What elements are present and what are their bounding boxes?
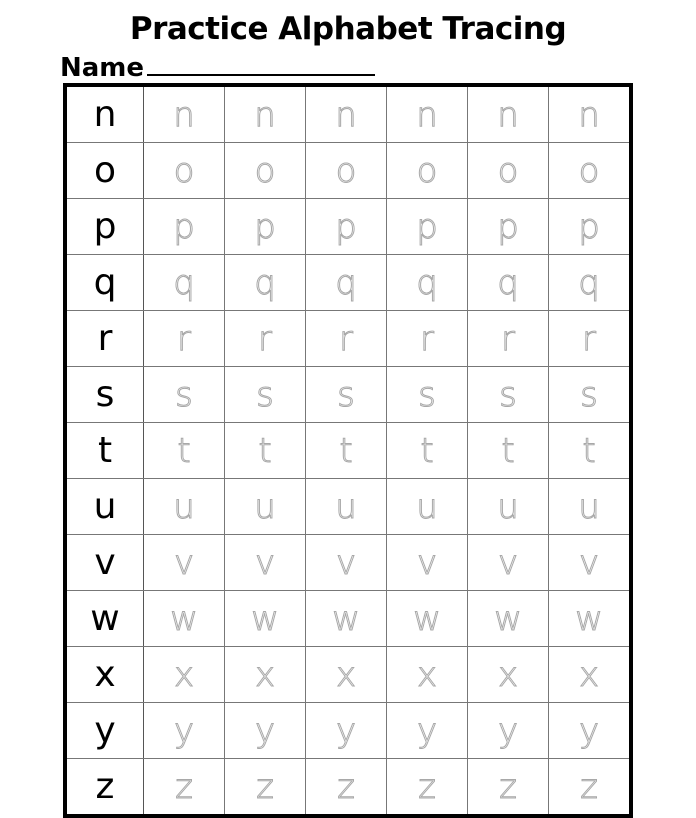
trace-letter: o <box>144 143 225 199</box>
trace-letter: q <box>468 255 549 311</box>
trace-letter: r <box>387 311 468 367</box>
trace-letter: n <box>549 85 632 143</box>
tracing-row <box>65 85 631 143</box>
trace-letter: s <box>144 367 225 423</box>
trace-letter: p <box>549 199 632 255</box>
trace-letter: x <box>144 647 225 703</box>
trace-letter: s <box>387 367 468 423</box>
tracing-row <box>65 479 631 535</box>
trace-letter: u <box>549 479 632 535</box>
trace-letter: r <box>468 311 549 367</box>
tracing-row <box>65 647 631 703</box>
trace-letter: x <box>387 647 468 703</box>
trace-letter: w <box>387 591 468 647</box>
trace-letter: x <box>549 647 632 703</box>
trace-letter: y <box>144 703 225 759</box>
trace-letter: z <box>306 759 387 817</box>
trace-letter: n <box>225 85 306 143</box>
trace-letter: v <box>225 535 306 591</box>
model-letter: v <box>65 535 144 591</box>
trace-letter: q <box>225 255 306 311</box>
trace-letter: w <box>144 591 225 647</box>
model-letter: q <box>65 255 144 311</box>
trace-letter: y <box>306 703 387 759</box>
trace-letter: t <box>225 423 306 479</box>
trace-letter: z <box>225 759 306 817</box>
trace-letter: n <box>144 85 225 143</box>
trace-letter: x <box>468 647 549 703</box>
trace-letter: q <box>549 255 632 311</box>
trace-letter: p <box>468 199 549 255</box>
trace-letter: u <box>387 479 468 535</box>
trace-letter: t <box>306 423 387 479</box>
trace-letter: p <box>144 199 225 255</box>
trace-letter: z <box>387 759 468 817</box>
trace-letter: z <box>468 759 549 817</box>
trace-letter: x <box>225 647 306 703</box>
model-letter: z <box>65 759 144 817</box>
tracing-row <box>65 759 631 817</box>
trace-letter: o <box>306 143 387 199</box>
tracing-row <box>65 143 631 199</box>
trace-letter: n <box>306 85 387 143</box>
trace-letter: q <box>306 255 387 311</box>
trace-letter: q <box>144 255 225 311</box>
trace-letter: u <box>225 479 306 535</box>
model-letter: n <box>65 85 144 143</box>
tracing-row <box>65 423 631 479</box>
tracing-row <box>65 199 631 255</box>
trace-letter: u <box>306 479 387 535</box>
trace-letter: s <box>549 367 632 423</box>
trace-letter: v <box>468 535 549 591</box>
trace-letter: w <box>549 591 632 647</box>
model-letter: o <box>65 143 144 199</box>
trace-letter: r <box>549 311 632 367</box>
trace-letter: u <box>468 479 549 535</box>
trace-letter: y <box>225 703 306 759</box>
trace-letter: v <box>549 535 632 591</box>
trace-letter: p <box>306 199 387 255</box>
trace-letter: y <box>468 703 549 759</box>
trace-letter: r <box>225 311 306 367</box>
trace-letter: o <box>225 143 306 199</box>
model-letter: s <box>65 367 144 423</box>
trace-letter: v <box>387 535 468 591</box>
trace-letter: r <box>306 311 387 367</box>
trace-letter: v <box>306 535 387 591</box>
trace-letter: u <box>144 479 225 535</box>
trace-letter: s <box>306 367 387 423</box>
trace-letter: o <box>387 143 468 199</box>
trace-letter: p <box>387 199 468 255</box>
tracing-grid <box>63 83 633 818</box>
tracing-row <box>65 535 631 591</box>
page-title: Practice Alphabet Tracing <box>129 11 567 47</box>
trace-letter: n <box>387 85 468 143</box>
name-write-line <box>147 74 375 76</box>
tracing-row <box>65 703 631 759</box>
model-letter: y <box>65 703 144 759</box>
trace-letter: z <box>549 759 632 817</box>
trace-letter: x <box>306 647 387 703</box>
trace-letter: n <box>468 85 549 143</box>
trace-letter: w <box>468 591 549 647</box>
tracing-row <box>65 255 631 311</box>
model-letter: t <box>65 423 144 479</box>
name-label: Name <box>60 53 145 83</box>
tracing-row <box>65 311 631 367</box>
trace-letter: o <box>468 143 549 199</box>
trace-letter: y <box>549 703 632 759</box>
trace-letter: z <box>144 759 225 817</box>
trace-letter: v <box>144 535 225 591</box>
trace-letter: s <box>225 367 306 423</box>
trace-letter: w <box>225 591 306 647</box>
trace-letter: y <box>387 703 468 759</box>
model-letter: r <box>65 311 144 367</box>
trace-letter: t <box>468 423 549 479</box>
model-letter: u <box>65 479 144 535</box>
trace-letter: p <box>225 199 306 255</box>
tracing-row <box>65 367 631 423</box>
trace-letter: t <box>387 423 468 479</box>
model-letter: w <box>65 591 144 647</box>
trace-letter: t <box>144 423 225 479</box>
trace-letter: w <box>306 591 387 647</box>
trace-letter: r <box>144 311 225 367</box>
trace-letter: t <box>549 423 632 479</box>
trace-letter: s <box>468 367 549 423</box>
tracing-row <box>65 591 631 647</box>
trace-letter: q <box>387 255 468 311</box>
model-letter: x <box>65 647 144 703</box>
model-letter: p <box>65 199 144 255</box>
trace-letter: o <box>549 143 632 199</box>
